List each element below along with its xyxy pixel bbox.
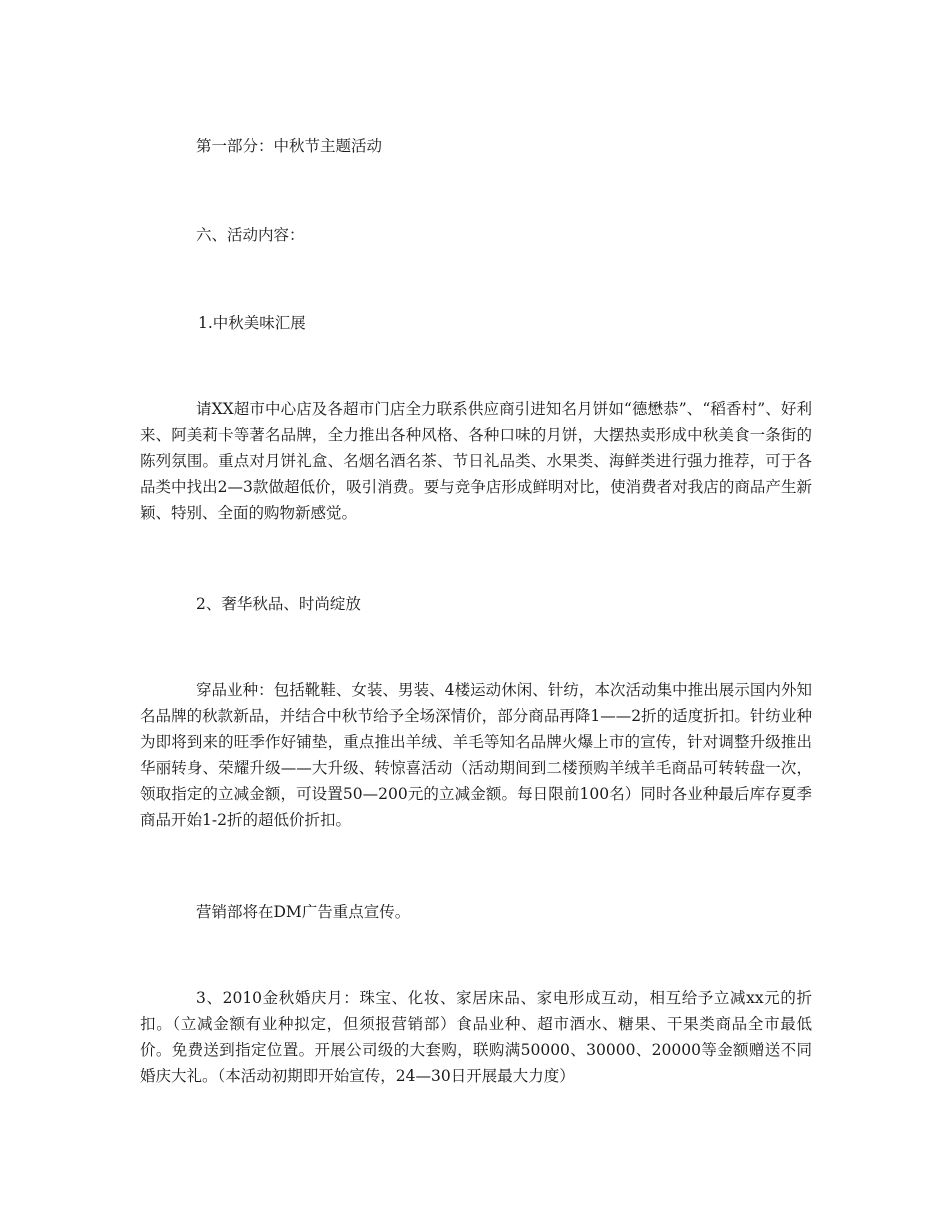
item1-title: 1.中秋美味汇展	[198, 314, 306, 332]
item2-title: 2、奢华秋品、时尚绽放	[196, 595, 361, 613]
item3-paragraph: 3、2010金秋婚庆月：珠宝、化妆、家居床品、家电形成互动，相互给予立减xx元的折扣。（立减金额有业种拟定，但须报营销部）食品业种、超市酒水、糖果、干果类商品全市最低价。免费送到指定位置。开展公司级的大套购，联购满50000、30000、20000等金额赠送不同婚庆大礼。（本活动初期即开始宣传，24—30日开展最大力度）	[140, 989, 812, 1085]
section-title: 六、活动内容：	[196, 226, 305, 244]
part-title: 第一部分：中秋节主题活动	[196, 137, 383, 155]
item2-paragraph: 穿品业种：包括靴鞋、女装、男装、4楼运动休闲、针纺，本次活动集中推出展示国内外知名品牌的秋款新品，并结合中秋节给予全场深情价，部分商品再降1——2折的适度折扣。针纺业种为即将到来的旺季作好铺垫，重点推出羊绒、羊毛等知名品牌火爆上市的宣传，针对调整升级推出华丽转身、荣耀升级——大升级、转惊喜活动（活动期间到二楼预购羊绒羊毛商品可转转盘一次，领取指定的立减金额，可设置50—200元的立减金额。每日限前100名）同时各业种最后库存夏季商品开始1-2折的超低价折扣。	[140, 681, 812, 829]
item1-paragraph: 请XX超市中心店及各超市门店全力联系供应商引进知名月饼如“德懋恭”、“稻香村”、好利来、阿美莉卡等著名品牌，全力推出各种风格、各种口味的月饼，大摆热卖形成中秋美食一条街的陈列氛围。重点对月饼礼盒、名烟名酒名茶、节日礼品类、水果类、海鲜类进行强力推荐，可于各品类中找出2—3款做超低价，吸引消费。要与竞争店形成鲜明对比，使消费者对我店的商品产生新颖、特别、全面的购物新感觉。	[140, 400, 812, 522]
marketing-note: 营销部将在DM广告重点宣传。	[196, 903, 411, 921]
